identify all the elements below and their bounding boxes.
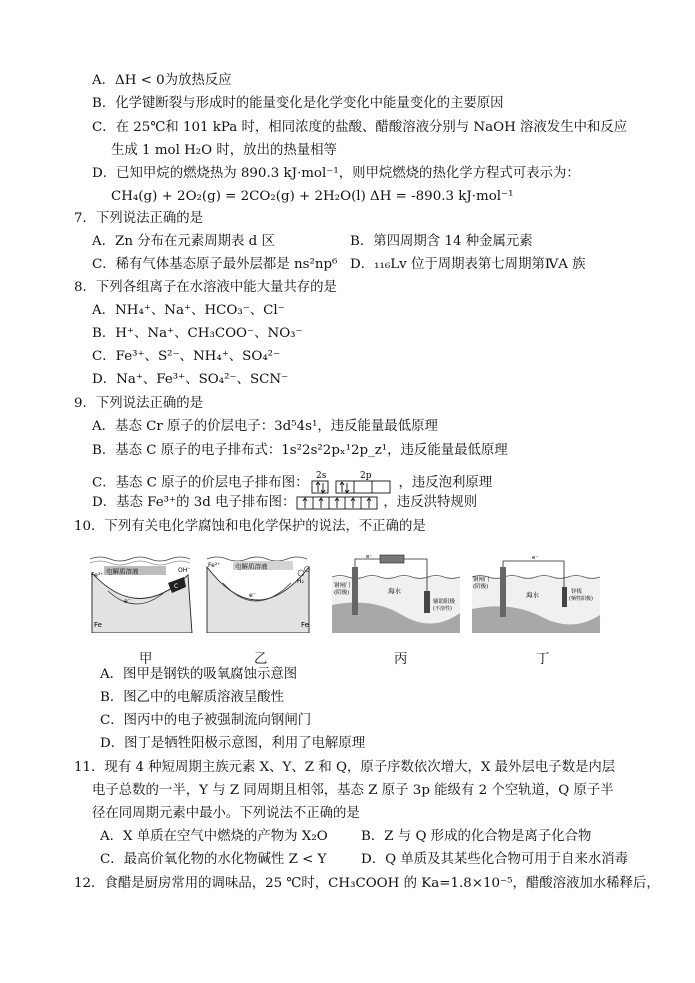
bing-anode-label-2: (不溶性) bbox=[433, 606, 452, 612]
yi-electrolyte-label: 电解质溶液 bbox=[235, 562, 268, 571]
figure-bing bbox=[332, 553, 460, 633]
q9-option-d bbox=[92, 494, 477, 512]
figure-label-ding: 丁 bbox=[536, 652, 550, 667]
figure-label-bing: 丙 bbox=[394, 652, 408, 667]
q11-option-b: B．Z 与 Q 形成的化合物是离子化合物 bbox=[361, 829, 592, 844]
q9-stem: 9．下列说法正确的是 bbox=[74, 396, 204, 411]
q10-option-a: A．图甲是钢铁的吸氧腐蚀示意图 bbox=[100, 667, 298, 682]
q10-option-d: D．图丁是牺牲阳极示意图，利用了电解原理 bbox=[100, 736, 366, 751]
q11-stem-line1: 11．现有 4 种短周期主族元素 X、Y、Z 和 Q，原子序数依次增大，X 最外层电子数是内层 bbox=[74, 760, 616, 775]
bing-sea-label: 海水 bbox=[388, 587, 401, 595]
yi-fe-label: Fe bbox=[301, 621, 309, 629]
orbital-label-2p: 2p bbox=[360, 471, 372, 481]
bing-electron-label: e⁻ bbox=[366, 554, 373, 560]
jia-c-label: C bbox=[174, 583, 179, 590]
q7-option-c: C．稀有气体基态原子最外层都是 ns²np⁶ bbox=[92, 257, 338, 272]
orbital-diagram-3d bbox=[295, 495, 383, 511]
jia-oh-label: OH⁻ bbox=[178, 567, 191, 574]
q9-option-a: A．基态 Cr 原子的价层电子：3d⁵4s¹，违反能量最低原理 bbox=[92, 419, 438, 434]
q9-option-b: B．基态 C 原子的电子排布式：1s²2s²2pₓ¹2p_z¹，违反能量最低原理 bbox=[92, 443, 508, 458]
orbital-label-2s: 2s bbox=[316, 471, 327, 481]
bing-gate-label: 钢闸门 bbox=[334, 583, 351, 589]
q6-option-c: C．在 25℃和 101 kPa 时，相同浓度的盐酸、醋酸溶液分别与 NaOH 溶液发生中和反应 bbox=[92, 120, 628, 135]
q9-option-d-pre: D．基态 Fe³⁺的 3d 电子排布图： bbox=[92, 495, 296, 510]
q10-stem: 10．下列有关电化学腐蚀和电化学保护的说法，不正确的是 bbox=[74, 519, 426, 534]
ding-cathode-label: (阴极) bbox=[473, 584, 489, 590]
jia-electron-label: e⁻ bbox=[124, 598, 131, 605]
q6-option-c-cont: 生成 1 mol H₂O 时，放出的热量相等 bbox=[111, 143, 337, 158]
q6-option-a: A．ΔH < 0为放热反应 bbox=[92, 73, 232, 88]
q11-option-d: D．Q 单质及其某些化合物可用于自来水消毒 bbox=[361, 852, 629, 867]
ding-zn-label-2: (牺牲阳极) bbox=[569, 596, 593, 602]
q7-option-b: B．第四周期含 14 种金属元素 bbox=[350, 234, 533, 249]
yi-electron-label: e⁻ bbox=[249, 592, 256, 599]
orbital-diagram-2s2p bbox=[308, 470, 398, 496]
q8-option-c: C．Fe³⁺、S²⁻、NH₄⁺、SO₄²⁻ bbox=[92, 349, 281, 364]
q9-option-c bbox=[92, 470, 492, 496]
ding-zn-label: 锌板 bbox=[571, 589, 583, 595]
q6-option-d: D．已知甲烷的燃烧热为 890.3 kJ·mol⁻¹，则甲烷燃烧的热化学方程式可表示为： bbox=[92, 166, 580, 181]
yi-fe2-label: Fe²⁺ bbox=[208, 562, 221, 569]
q7-option-d: D．₁₁₆Lv 位于周期表第七周期第ⅣA 族 bbox=[350, 257, 586, 272]
ding-sea-label: 海水 bbox=[526, 591, 539, 599]
q7-stem: 7．下列说法正确的是 bbox=[74, 211, 204, 226]
q11-option-a: A．X 单质在空气中燃烧的产物为 X₂O bbox=[100, 829, 328, 844]
q9-option-d-post: ，违反洪特规则 bbox=[383, 495, 478, 510]
figure-yi bbox=[205, 553, 317, 633]
q8-option-b: B．H⁺、Na⁺、CH₃COO⁻、NO₃⁻ bbox=[92, 326, 303, 341]
figure-ding bbox=[472, 553, 600, 633]
q10-option-b: B．图乙中的电解质溶液呈酸性 bbox=[100, 690, 284, 705]
q8-option-a: A．NH₄⁺、Na⁺、HCO₃⁻、Cl⁻ bbox=[92, 303, 285, 318]
ding-gate-label: 钢闸门 bbox=[473, 577, 490, 583]
q9-option-c-post: ，违反泡利原理 bbox=[398, 475, 493, 491]
q10-option-c: C．图丙中的电子被强制流向钢闸门 bbox=[100, 713, 312, 728]
q11-option-c: C．最高价氧化物的水化物碱性 Z < Y bbox=[100, 852, 327, 867]
q8-option-d: D．Na⁺、Fe³⁺、SO₄²⁻、SCN⁻ bbox=[92, 372, 289, 387]
jia-fe2-label: Fe²⁺ bbox=[91, 572, 104, 579]
q7-option-a: A．Zn 分布在元素周期表 d 区 bbox=[92, 234, 275, 249]
ding-electron-label: e⁻ bbox=[532, 555, 539, 561]
q11-stem-line3: 径在同周期元素中最小。下列说法不正确的是 bbox=[92, 806, 360, 821]
figure-jia bbox=[88, 553, 200, 633]
bing-anode-label: 辅助阳极 bbox=[433, 599, 456, 605]
q9-option-c-pre: C．基态 C 原子的价层电子排布图： bbox=[92, 475, 309, 491]
yi-h2-label: H₂ bbox=[297, 578, 304, 585]
q6-option-d-equation: CH₄(g) + 2O₂(g) = 2CO₂(g) + 2H₂O(l) ΔH = -890.3 kJ·mol⁻¹ bbox=[111, 189, 514, 204]
jia-fe-label: Fe bbox=[94, 621, 102, 629]
q12-stem: 12．食醋是厨房常用的调味品，25 ℃时，CH₃COOH 的 Ka=1.8×10⁻⁵，醋酸溶液加水稀释后， bbox=[74, 876, 660, 891]
q11-stem-line2: 电子总数的一半，Y 与 Z 同周期且相邻，基态 Z 原子 3p 能级有 2 个空轨道，Q 原子半 bbox=[92, 783, 614, 798]
figure-label-yi: 乙 bbox=[254, 652, 268, 667]
figure-label-jia: 甲 bbox=[139, 652, 153, 667]
q8-stem: 8．下列各组离子在水溶液中能大量共存的是 bbox=[74, 280, 337, 295]
q6-option-b: B．化学键断裂与形成时的能量变化是化学变化中能量变化的主要原因 bbox=[92, 96, 504, 111]
bing-cathode-label: (阴极) bbox=[334, 590, 350, 596]
jia-electrolyte-label: 电解质溶液 bbox=[106, 567, 139, 576]
